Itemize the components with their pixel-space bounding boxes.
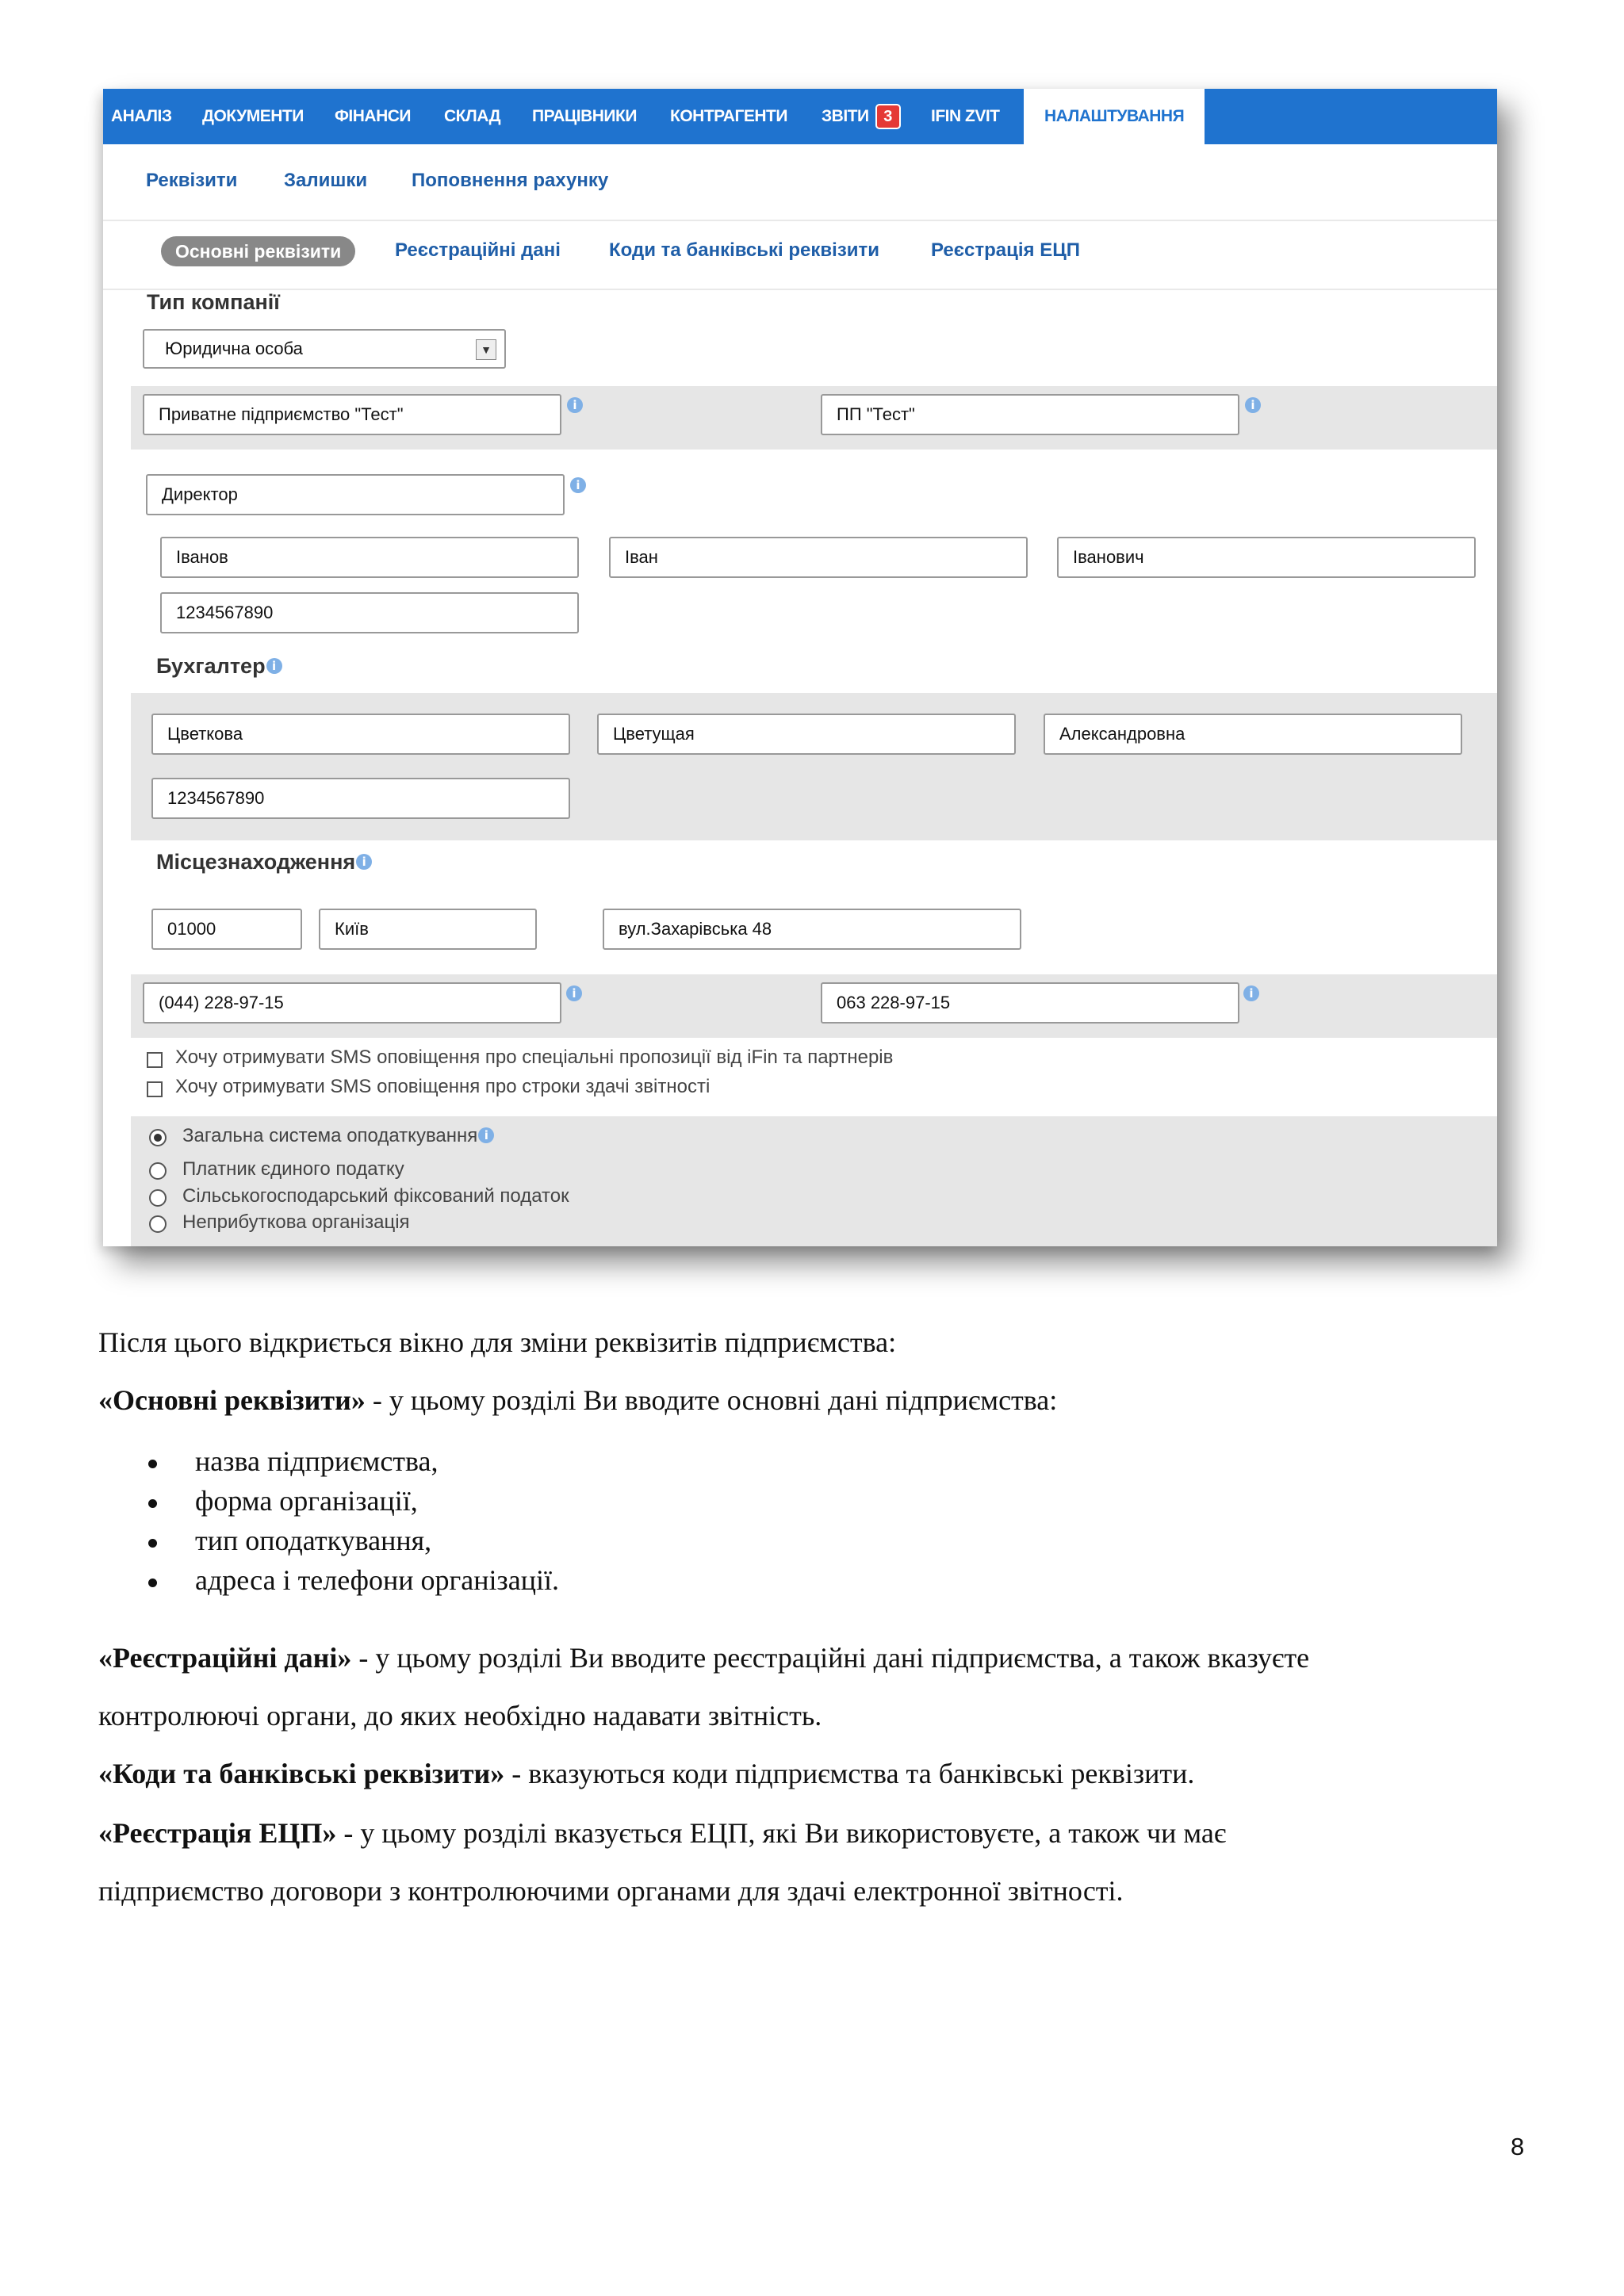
nav-settings[interactable]: НАЛАШТУВАННЯ	[1024, 89, 1205, 144]
doc-paragraph-ecp	[98, 1816, 1226, 1850]
doc-text: - у цьому розділі вказується ЕЦП, які Ви використовуєте, а також чи має	[336, 1817, 1227, 1849]
bullet-icon	[148, 1578, 157, 1587]
list-item: назва підприємства,	[195, 1445, 439, 1477]
full-name-input[interactable]: Приватне підприємство "Тест"	[143, 394, 561, 435]
app-screenshot	[103, 89, 1497, 1246]
doc-intro: Після цього відкриється вікно для зміни реквізитів підприємства:	[98, 1326, 897, 1358]
doc-text: - у цьому розділі Ви вводите реєстраційні дані підприємства, а також вказуєте	[351, 1642, 1310, 1674]
accountant-title	[156, 654, 282, 679]
city-input[interactable]: Київ	[319, 909, 537, 950]
zip-input[interactable]: 01000	[151, 909, 302, 950]
street-input[interactable]: вул.Захарівська 48	[603, 909, 1021, 950]
doc-paragraph-codes	[98, 1757, 1194, 1790]
reports-count-badge: 3	[875, 104, 901, 129]
company-type-title: Тип компанії	[147, 290, 280, 314]
divider	[103, 289, 1497, 290]
nav-documents[interactable]: ДОКУМЕНТИ	[202, 107, 304, 125]
director-middle-name-input[interactable]: Іванович	[1057, 537, 1476, 578]
tax-agri-label: Сільськогосподарський фіксований податок	[182, 1185, 569, 1207]
doc-text: - вказуються коди підприємства та банківські реквізити.	[504, 1758, 1195, 1789]
tax-general-label	[182, 1125, 494, 1147]
tab-registration-data[interactable]: Реєстраційні дані	[395, 239, 561, 261]
tab-ecp-registration[interactable]: Реєстрація ЕЦП	[931, 239, 1081, 261]
list-item: форма організації,	[195, 1485, 418, 1517]
doc-paragraph-ecp-line2: підприємство договори з контролюючими органами для здачі електронної звітності.	[98, 1875, 1124, 1907]
director-last-name-input[interactable]: Іванов	[160, 537, 579, 578]
info-icon[interactable]: i	[266, 658, 282, 674]
doc-paragraph-registration	[98, 1641, 1309, 1674]
info-icon[interactable]: i	[478, 1127, 494, 1143]
doc-term: «Реєстрація ЕЦП»	[98, 1817, 337, 1849]
tax-single-label: Платник єдиного податку	[182, 1158, 404, 1180]
doc-text: - у цьому розділі Ви вводите основні дані підприємства:	[365, 1384, 1058, 1416]
nav-employees[interactable]: ПРАЦІВНИКИ	[532, 107, 637, 125]
info-icon[interactable]: i	[566, 985, 582, 1001]
list-item: тип оподаткування,	[195, 1525, 432, 1556]
info-icon[interactable]: i	[567, 397, 583, 413]
info-icon[interactable]: i	[570, 477, 586, 493]
nav-reports-label: ЗВІТИ	[822, 107, 869, 125]
sms-offers-checkbox[interactable]	[147, 1052, 163, 1068]
nav-counterparties[interactable]: КОНТРАГЕНТИ	[670, 107, 787, 125]
info-icon[interactable]: i	[1245, 397, 1261, 413]
nav-warehouse[interactable]: СКЛАД	[444, 107, 501, 125]
accountant-first-name-input[interactable]: Цветущая	[597, 714, 1016, 755]
doc-paragraph-main	[98, 1383, 1057, 1417]
divider	[103, 220, 1497, 221]
top-navigation	[103, 89, 1497, 144]
doc-paragraph-registration-line2: контролюючі органи, до яких необхідно надавати звітність.	[98, 1700, 822, 1732]
tax-nonprofit-radio[interactable]	[149, 1215, 167, 1233]
bullet-icon	[148, 1539, 157, 1548]
tab-main-requisites[interactable]: Основні реквізити	[161, 236, 355, 266]
accountant-id-input[interactable]: 1234567890	[151, 778, 570, 819]
doc-term: «Реєстраційні дані»	[98, 1642, 352, 1674]
tax-single-radio[interactable]	[149, 1162, 167, 1180]
info-icon[interactable]: i	[1243, 985, 1259, 1001]
location-title	[156, 850, 372, 874]
nav-ifin-zvit[interactable]: IFIN ZVIT	[931, 107, 1000, 125]
list-item: адреса і телефони організації.	[195, 1564, 559, 1596]
director-id-input[interactable]: 1234567890	[160, 592, 579, 633]
bullet-icon	[148, 1460, 157, 1468]
accountant-last-name-input[interactable]: Цветкова	[151, 714, 570, 755]
sms-deadlines-label: Хочу отримувати SMS оповіщення про строки здачі звітності	[175, 1076, 710, 1097]
phone-input-1[interactable]: (044) 228-97-15	[143, 982, 561, 1024]
tax-general-radio[interactable]	[149, 1129, 167, 1146]
tab-codes-bank[interactable]: Коди та банківські реквізити	[609, 239, 880, 261]
tax-agri-radio[interactable]	[149, 1189, 167, 1207]
location-title-text: Місцезнаходження	[156, 850, 356, 874]
subnav-requisites[interactable]: Реквізити	[146, 170, 238, 191]
info-icon[interactable]: i	[356, 854, 372, 870]
short-name-input[interactable]: ПП "Тест"	[821, 394, 1239, 435]
nav-reports[interactable]	[822, 89, 901, 144]
subnav-top-up[interactable]: Поповнення рахунку	[412, 170, 609, 191]
chevron-down-icon[interactable]: ▼	[476, 339, 496, 360]
phone-input-2[interactable]: 063 228-97-15	[821, 982, 1239, 1024]
director-first-name-input[interactable]: Іван	[609, 537, 1028, 578]
doc-term: «Коди та банківські реквізити»	[98, 1758, 505, 1789]
company-type-select[interactable]	[143, 329, 506, 369]
sms-deadlines-checkbox[interactable]	[147, 1081, 163, 1097]
company-type-value: Юридична особа	[165, 339, 303, 358]
nav-analysis[interactable]: АНАЛІЗ	[111, 107, 172, 125]
sms-offers-label: Хочу отримувати SMS оповіщення про спеціальні пропозиції від iFin та партнерів	[175, 1047, 894, 1068]
nav-finance[interactable]: ФІНАНСИ	[335, 107, 412, 125]
tax-general-text: Загальна система оподаткування	[182, 1125, 478, 1146]
subnav-balances[interactable]: Залишки	[284, 170, 368, 191]
doc-term: «Основні реквізити»	[98, 1384, 366, 1416]
tax-nonprofit-label: Неприбуткова організація	[182, 1211, 410, 1233]
accountant-middle-name-input[interactable]: Александровна	[1044, 714, 1462, 755]
accountant-title-text: Бухгалтер	[156, 654, 266, 678]
director-position-input[interactable]: Директор	[146, 474, 565, 515]
bullet-icon	[148, 1499, 157, 1508]
page-number: 8	[1511, 2133, 1525, 2160]
